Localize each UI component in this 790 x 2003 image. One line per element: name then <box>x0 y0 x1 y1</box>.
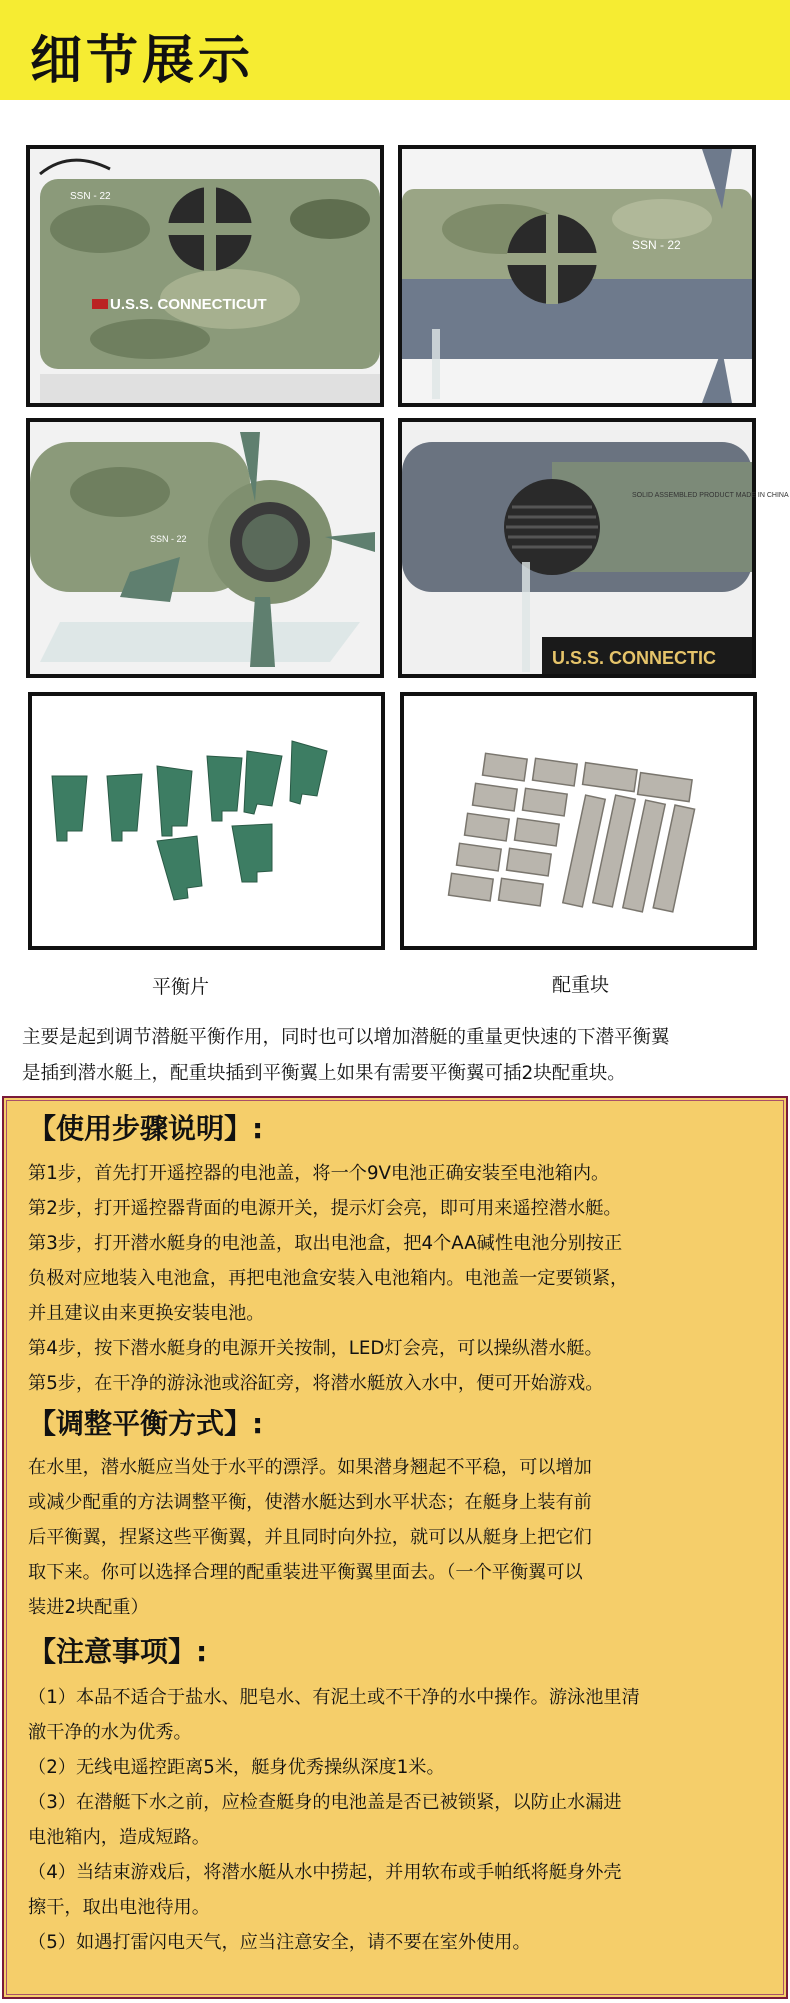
photo-vent <box>398 418 789 678</box>
usage-title: 【使用步骤说明】: <box>28 1112 264 1145</box>
fin-2 <box>107 774 142 841</box>
hull-number-text: SSN - 22 <box>632 238 681 252</box>
hull-side-image <box>30 149 380 403</box>
fin-4 <box>207 756 242 821</box>
notice-line: 电池箱内，造成短路。 <box>28 1827 210 1848</box>
notice-line: （1）本品不适合于盐水、肥皂水、有泥土或不干净的水中操作。游泳池里清 <box>28 1687 640 1708</box>
product-print: SOLID ASSEMBLED PRODUCT MADE IN CHINA <box>632 492 789 499</box>
balance-line: 在水里，潜水艇应当处于水平的漂浮。如果潜身翘起不平稳，可以增加 <box>28 1457 592 1478</box>
notice-steps <box>28 1680 773 1960</box>
intro-text <box>22 1020 782 1092</box>
usage-steps <box>28 1156 773 1401</box>
hull-number-small: SSN - 22 <box>150 534 187 544</box>
balance-title: 【调整平衡方式】: <box>28 1407 264 1440</box>
svg-text:SSN - 22: SSN - 22 <box>70 191 111 202</box>
header-banner <box>0 0 790 100</box>
photo-propeller <box>26 418 384 678</box>
notice-line: 擦干，取出电池待用。 <box>28 1897 210 1918</box>
hull-label: U.S.S. CONNECTICUT <box>110 296 267 313</box>
usage-line: 第1步，首先打开遥控器的电池盖，将一个9V电池正确安装至电池箱内。 <box>28 1163 610 1184</box>
notice-line: （3）在潜艇下水之前，应检查艇身的电池盖是否已被锁紧，以防止水漏进 <box>28 1792 622 1813</box>
notice-line: （2）无线电遥控距离5米，艇身优秀操纵深度1米。 <box>28 1757 445 1778</box>
caption-weights: 配重块 <box>552 974 610 996</box>
photo-balance-fins <box>28 692 385 950</box>
usage-line: 第5步，在干净的游泳池或浴缸旁，将潜水艇放入水中，便可开始游戏。 <box>28 1373 604 1394</box>
hull-rear-image <box>402 149 752 403</box>
fin-3 <box>157 766 192 836</box>
usage-line: 第4步，按下潜水艇身的电源开关按制，LED灯会亮，可以操纵潜水艇。 <box>28 1338 603 1359</box>
usage-line: 第2步，打开遥控器背面的电源开关，提示灯会亮，即可用来遥控潜水艇。 <box>28 1198 622 1219</box>
balance-fins-image <box>32 696 381 946</box>
vent-image <box>402 422 789 674</box>
weights-image <box>404 696 753 946</box>
notice-line: 澈干净的水为优秀。 <box>28 1722 192 1743</box>
usage-line: 并且建议由来更换安装电池。 <box>28 1303 265 1324</box>
notice-line: （5）如遇打雷闪电天气，应当注意安全，请不要在室外使用。 <box>28 1932 531 1953</box>
caption-fins: 平衡片 <box>152 976 210 998</box>
balance-line: 或减少配重的方法调整平衡，使潜水艇达到水平状态；在艇身上装有前 <box>28 1492 592 1513</box>
notice-line: （4）当结束游戏后，将潜水艇从水中捞起，并用软布或手帕纸将艇身外壳 <box>28 1862 622 1883</box>
balance-line: 后平衡翼，捏紧这些平衡翼，并且同时向外拉，就可以从艇身上把它们 <box>28 1527 592 1548</box>
usage-line: 第3步，打开潜水艇身的电池盖，取出电池盒，把4个AA碱性电池分别按正 <box>28 1233 623 1254</box>
usage-line: 负极对应地装入电池盒，再把电池盒安装入电池箱内。电池盖一定要锁紧， <box>28 1268 629 1289</box>
balance-steps <box>28 1450 773 1625</box>
fin-1 <box>52 776 87 841</box>
photo-weights <box>400 692 757 950</box>
propeller-image <box>30 422 380 674</box>
stand-label: U.S.S. CONNECTIC <box>552 648 717 668</box>
photo-hull-side <box>26 145 384 407</box>
notice-title: 【注意事项】: <box>28 1635 208 1668</box>
balance-line: 取下来。你可以选择合理的配重装进平衡翼里面去。（一个平衡翼可以 <box>28 1562 583 1583</box>
page-title: 细节展示 <box>30 31 255 91</box>
intro-line: 主要是起到调节潜艇平衡作用，同时也可以增加潜艇的重量更快速的下潜平衡翼 <box>22 1027 670 1048</box>
intro-line: 是插到潜水艇上，配重块插到平衡翼上如果有需要平衡翼可插2块配重块。 <box>22 1063 626 1084</box>
balance-line: 装进2块配重） <box>28 1597 149 1618</box>
photo-hull-rear <box>398 145 756 407</box>
